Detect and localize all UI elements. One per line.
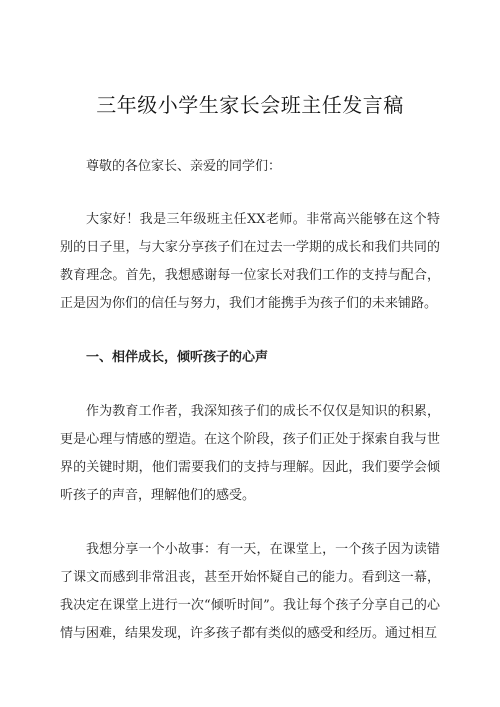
- salutation: 尊敬的各位家长、亲爱的同学们：: [86, 159, 282, 174]
- document-title: 三年级小学生家长会班主任发言稿: [96, 93, 404, 117]
- paragraph-growth: 作为教育工作者，我深知孩子们的成长不仅仅是知识的积累，更是心理与情感的塑造。在这个阶段，孩子们正处于探索自我与世界的关键时期，他们需要我们的支持与理解。因此，我们要学会倾听孩子的声音，理解他们的感受。: [60, 404, 440, 503]
- section-heading: 一、相伴成长，倾听孩子的心声: [86, 350, 269, 365]
- paragraph-story: 我想分享一个小故事：有一天，在课堂上，一个孩子因为读错了课文而感到非常沮丧，甚至开始怀疑自己的能力。看到这一幕，我决定在课堂上进行一次“倾听时间”。我让每个孩子分享自己的心情与困难，结果发现，许多孩子都有类似的感受和经历。通过相互: [60, 542, 440, 641]
- paragraph-intro: 大家好！我是三年级班主任XX老师。非常高兴能够在这个特别的日子里，与大家分享孩子们在过去一学期的成长和我们共同的教育理念。首先，我想感谢每一位家长对我们工作的支持与配合，正是因为你们的信任与努力，我们才能携手为孩子们的未来铺路。: [60, 212, 440, 311]
